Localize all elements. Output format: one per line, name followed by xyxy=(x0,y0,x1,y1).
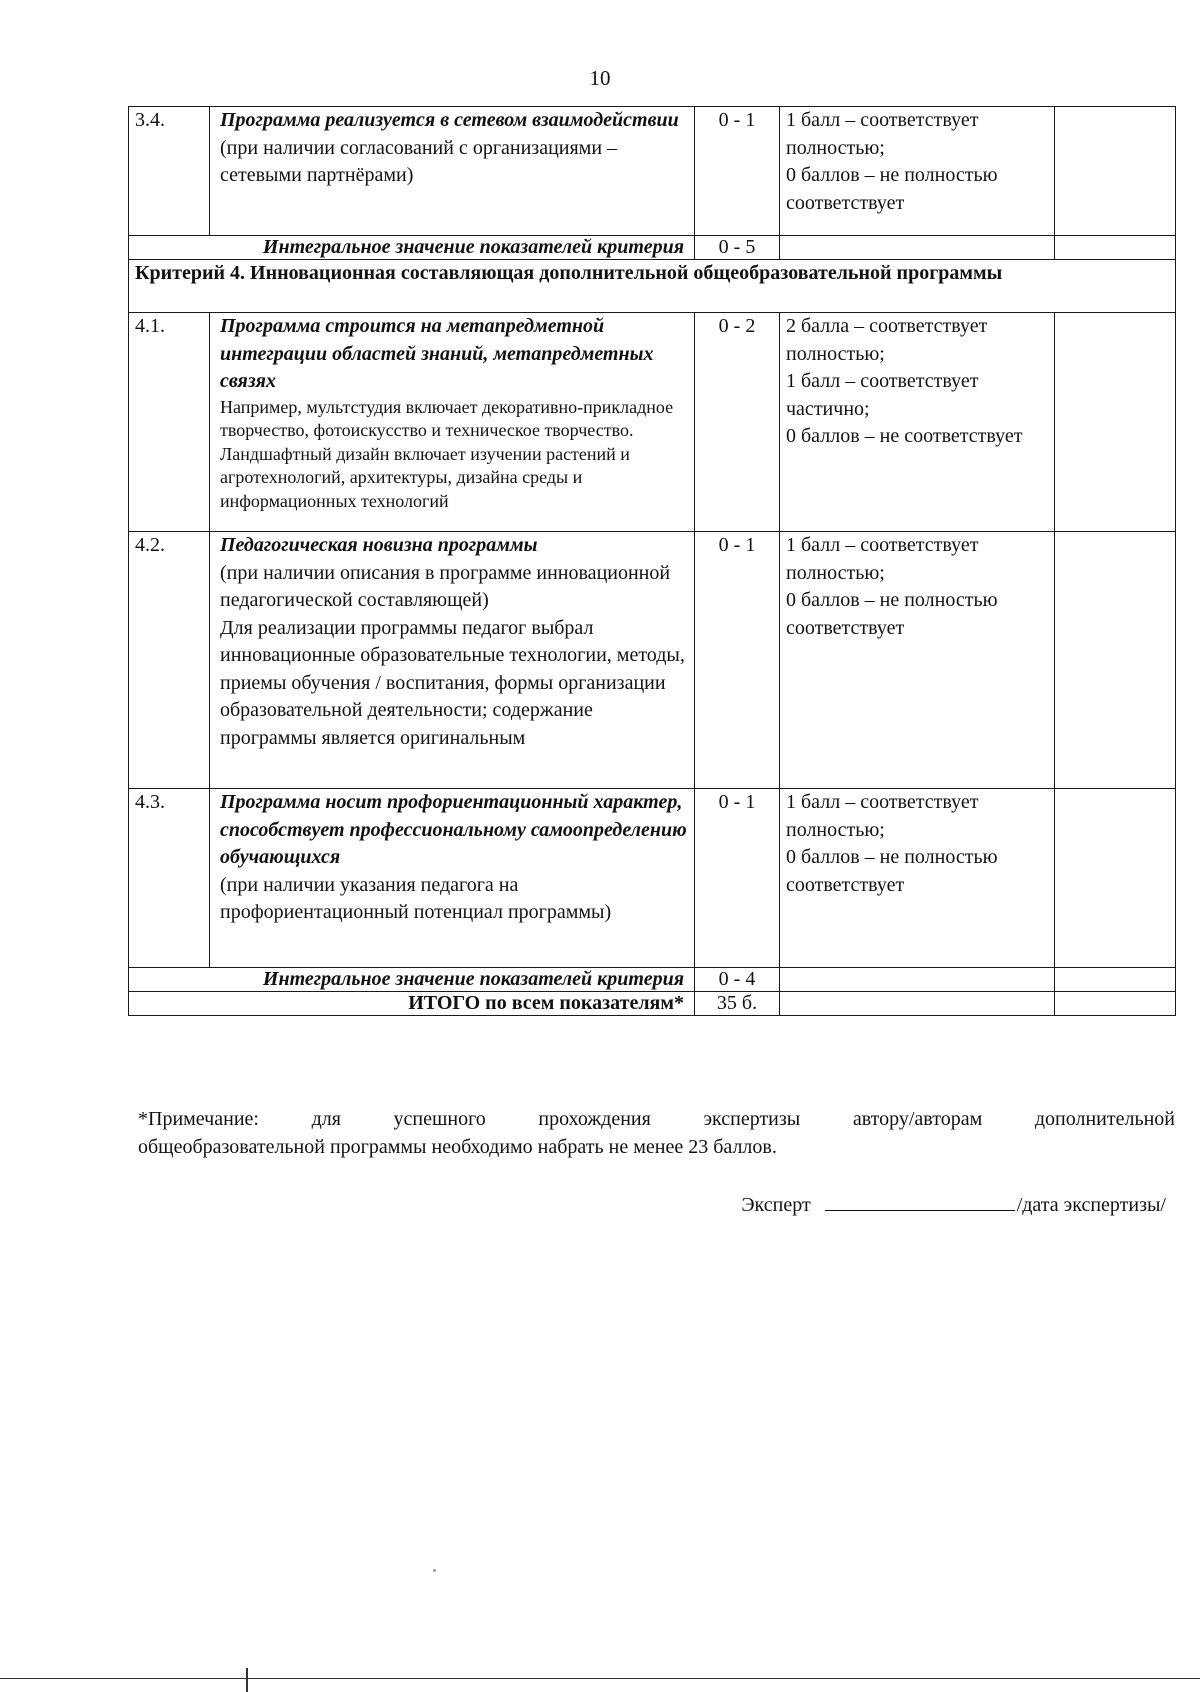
table-row xyxy=(129,107,1176,236)
total-description xyxy=(780,992,1055,1016)
score-description xyxy=(780,789,1055,968)
criteria-table-wrapper xyxy=(128,106,1175,1016)
score-cell[interactable] xyxy=(1055,107,1176,236)
score-range: 0 - 1 xyxy=(695,532,780,789)
indicator-note: (при наличии согласований с организациями – сетевыми партнёрами) xyxy=(220,136,618,186)
table-row xyxy=(129,532,1176,789)
indicator-text xyxy=(210,313,695,532)
indicator-number: 4.2. xyxy=(129,532,210,789)
indicator-text xyxy=(210,789,695,968)
total-score-cell[interactable] xyxy=(1055,992,1176,1016)
table-row xyxy=(129,789,1176,968)
indicator-title: Программа носит профориентационный характер, способствует профессиональному самоопределению обучающихся xyxy=(220,791,687,868)
criterion-header-row xyxy=(129,260,1176,313)
score-description xyxy=(780,532,1055,789)
indicator-title: Программа строится на метапредметной интеграции областей знаний, метапредметных связях xyxy=(220,315,654,392)
score-description-line: 1 балл – соответствует полностью; xyxy=(786,534,979,584)
criterion-header: Критерий 4. Инновационная составляющая дополнительной общеобразовательной программы xyxy=(129,260,1176,313)
indicator-number: 3.4. xyxy=(129,107,210,236)
expert-signature xyxy=(741,1190,1166,1217)
score-description-line: 0 баллов – не полностью соответствует xyxy=(786,846,998,896)
score-range: 0 - 1 xyxy=(695,789,780,968)
footnote xyxy=(138,1105,1175,1161)
date-label: /дата экспертизы/ xyxy=(1016,1194,1166,1216)
signature-line[interactable] xyxy=(825,1190,1015,1211)
score-description-line: 0 баллов – не полностью соответствует xyxy=(786,589,998,639)
indicator-text xyxy=(210,107,695,236)
indicator-note: (при наличии указания педагога на профориентационный потенциал программы) xyxy=(220,873,612,923)
indicator-title: Программа реализуется в сетевом взаимодействии xyxy=(220,109,679,131)
score-cell[interactable] xyxy=(1055,789,1176,968)
total-range: 35 б. xyxy=(695,992,780,1016)
scan-artifact xyxy=(433,1569,436,1572)
score-range: 0 - 1 xyxy=(695,107,780,236)
indicator-title: Педагогическая новизна программы xyxy=(220,534,538,556)
summary-range: 0 - 5 xyxy=(695,236,780,260)
summary-label: Интегральное значение показателей критерия xyxy=(129,236,695,260)
criteria-table xyxy=(128,106,1176,1016)
summary-row xyxy=(129,236,1176,260)
indicator-number: 4.1. xyxy=(129,313,210,532)
summary-score-cell[interactable] xyxy=(1055,236,1176,260)
footnote-line: *Примечание: для успешного прохождения экспертизы автору/авторам дополнительной xyxy=(138,1108,1175,1130)
indicator-number: 4.3. xyxy=(129,789,210,968)
score-description xyxy=(780,313,1055,532)
score-description-line: 0 баллов – не полностью соответствует xyxy=(786,164,998,214)
total-row xyxy=(129,992,1176,1016)
summary-range: 0 - 4 xyxy=(695,968,780,992)
summary-row xyxy=(129,968,1176,992)
score-cell[interactable] xyxy=(1055,532,1176,789)
indicator-description: Для реализации программы педагог выбрал инновационные образовательные технологии, методы, приемы обучения / воспитания, формы организации образовательной деятельности; содержание программы является оригинальным xyxy=(220,616,685,749)
footnote-line: общеобразовательной программы необходимо набрать не менее 23 баллов. xyxy=(138,1136,777,1158)
summary-description xyxy=(780,236,1055,260)
indicator-note: (при наличии описания в программе инновационной педагогической составляющей) xyxy=(220,561,671,611)
score-cell[interactable] xyxy=(1055,313,1176,532)
indicator-text xyxy=(210,532,695,789)
score-range: 0 - 2 xyxy=(695,313,780,532)
score-description-line: 1 балл – соответствует полностью; xyxy=(786,109,979,159)
summary-score-cell[interactable] xyxy=(1055,968,1176,992)
footer-tick xyxy=(246,1668,248,1692)
score-description-line: 1 балл – соответствует частично; xyxy=(786,370,979,420)
total-label: ИТОГО по всем показателям* xyxy=(129,992,695,1016)
footer-rule xyxy=(0,1678,1200,1679)
score-description-line: 0 баллов – не соответствует xyxy=(786,425,1023,447)
table-row xyxy=(129,313,1176,532)
summary-label: Интегральное значение показателей критерия xyxy=(129,968,695,992)
summary-description xyxy=(780,968,1055,992)
score-description-line: 1 балл – соответствует полностью; xyxy=(786,791,979,841)
page-number: 10 xyxy=(589,66,611,90)
indicator-example: Например, мультстудия включает декоративно-прикладное творчество, фотоискусство и техническое творчество. Ландшафтный дизайн включает изучении растений и агротехнологий, архитектуры, дизайна среды и информационных технологий xyxy=(220,396,674,511)
expert-label: Эксперт xyxy=(741,1194,811,1216)
score-description-line: 2 балла – соответствует полностью; xyxy=(786,315,988,365)
score-description xyxy=(780,107,1055,236)
